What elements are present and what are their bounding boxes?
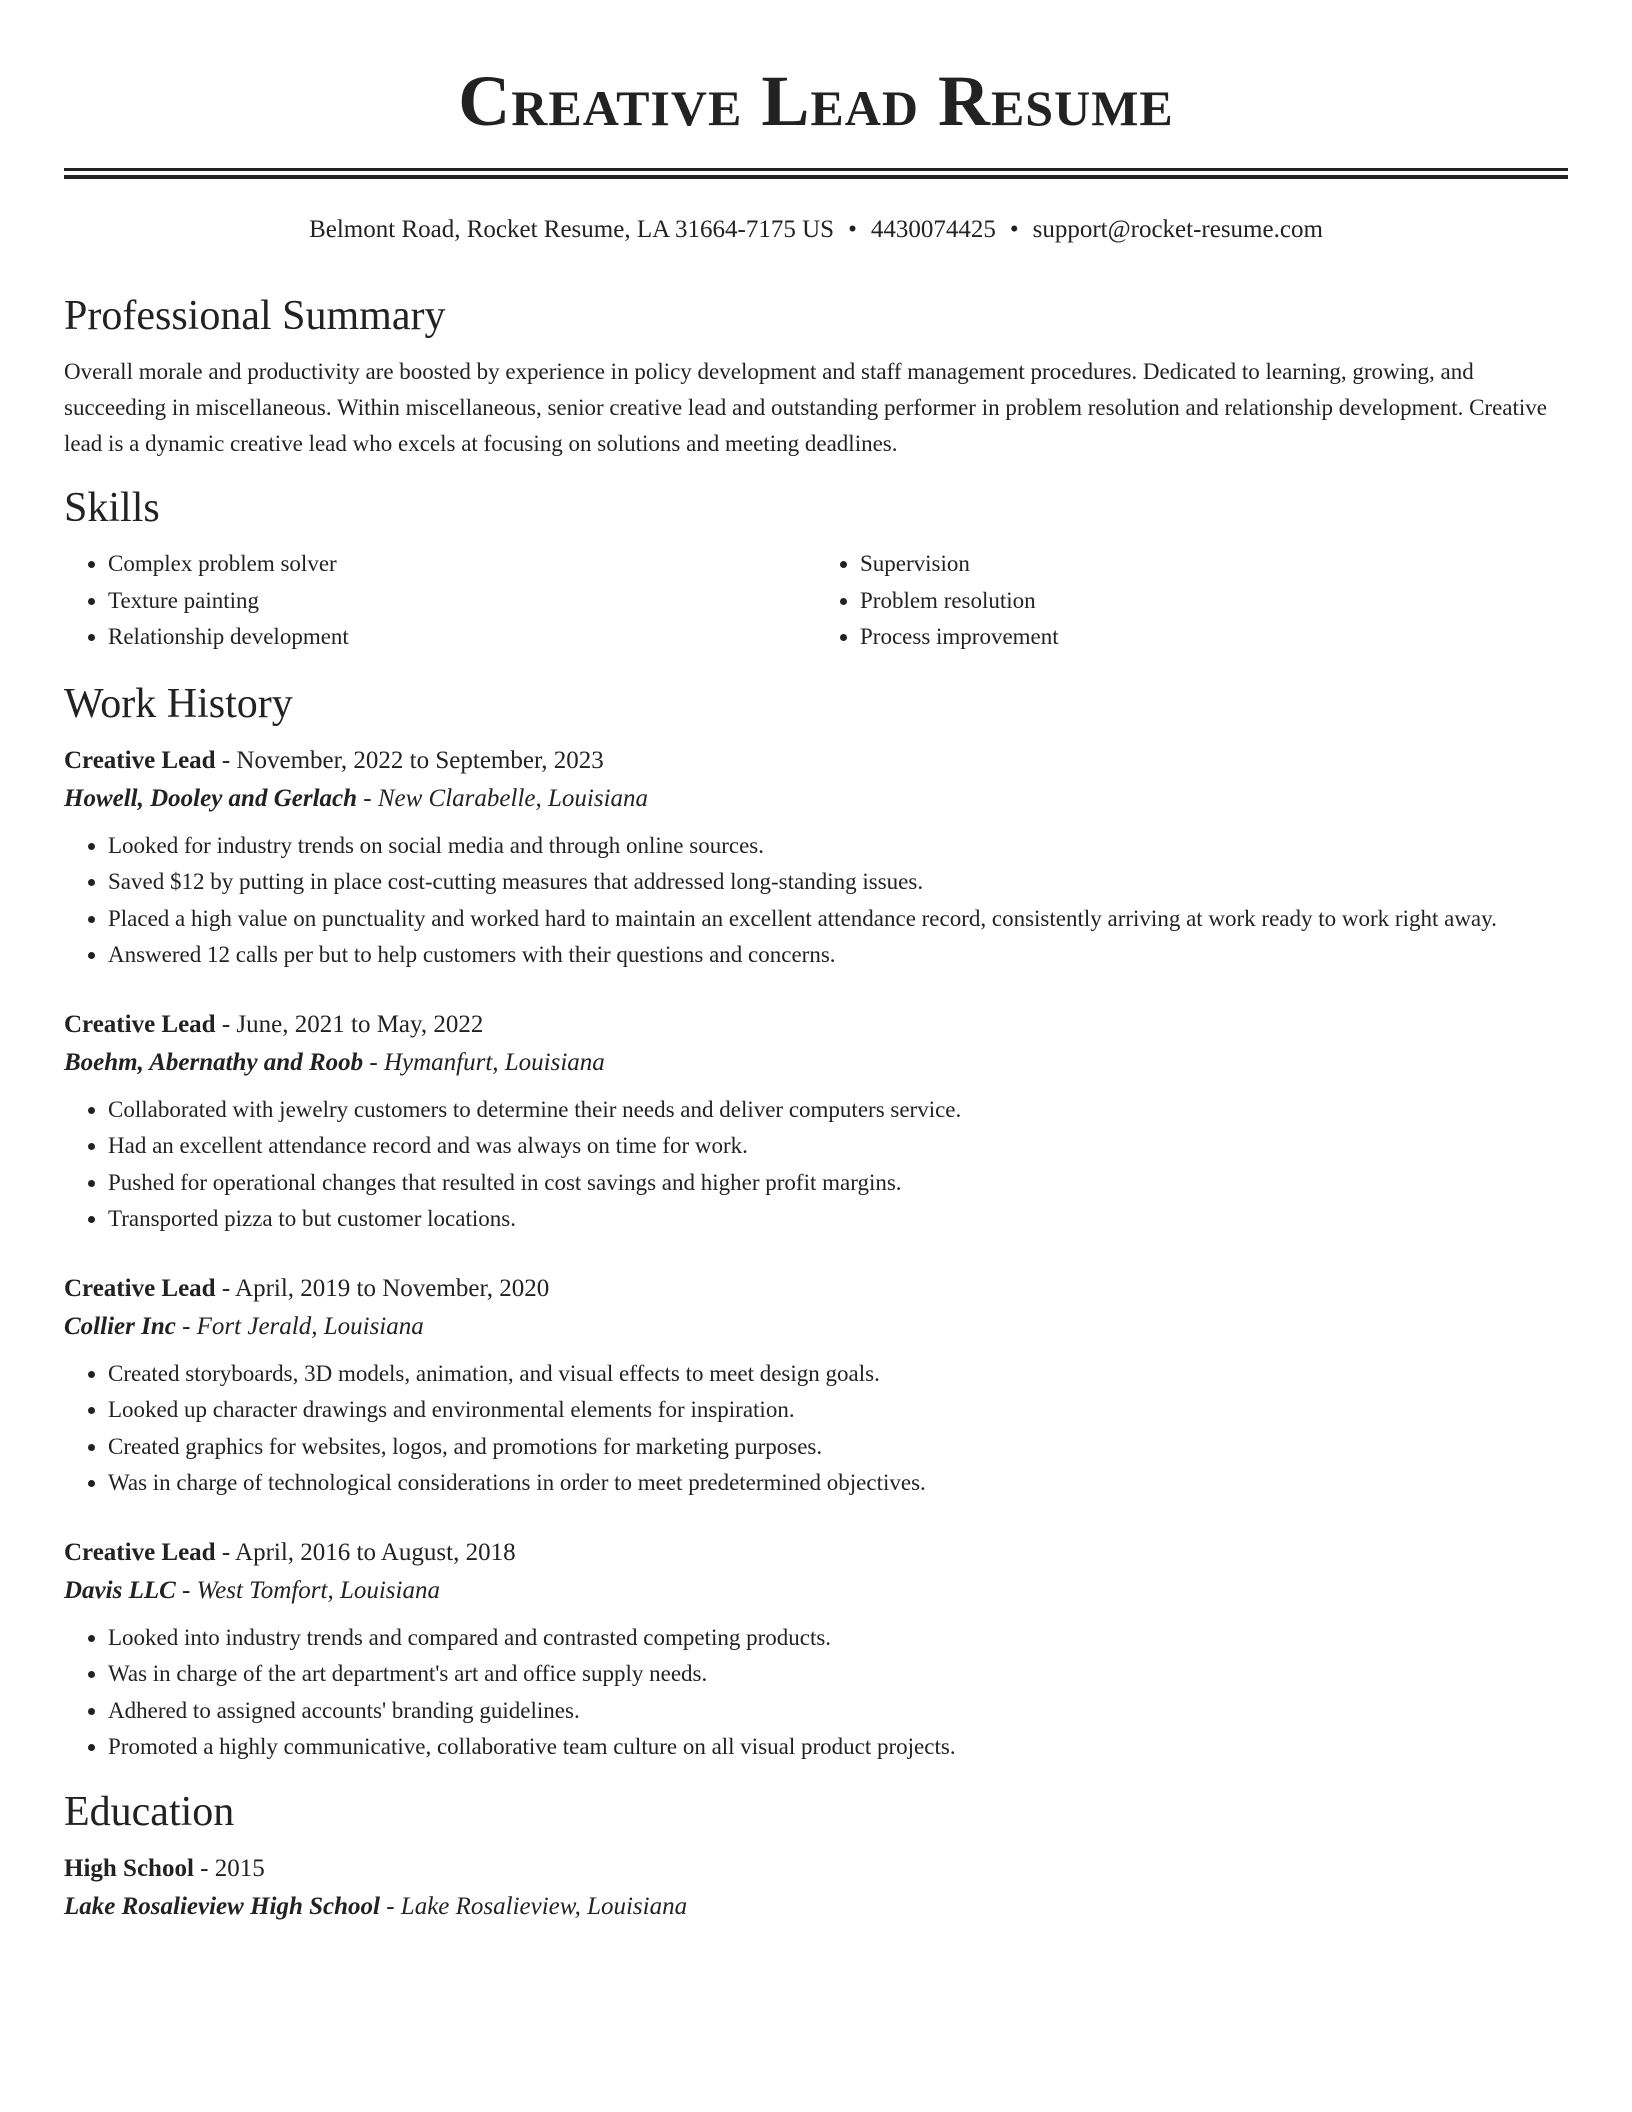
contact-separator: • [848,216,857,243]
job-bullet: • Placed a high value on punctuality and worked hard to maintain an excellent attendance record, consistently arriving at work ready to work right away. [108,901,1568,938]
job-bullet: • Looked for industry trends on social media and through online sources. [108,828,1568,865]
job-company: Howell, Dooley and Gerlach [64,784,358,812]
contact-separator: • [1009,216,1019,243]
summary-text: Overall morale and productivity are boosted by experience in policy development and staff management procedures. Dedicated to learning, growing, and succeeding in miscellaneous. Within miscellaneous, senior creative lead and outstanding performer in problem resolution and relationship development. Creative lead is a dynamic creative lead who excels at focusing on solutions and meeting deadlines. [64,359,1547,456]
job-bullet: • Created graphics for websites, logos, and promotions for marketing purposes. [108,1429,1568,1466]
job-bullet: • Was in charge of technological considerations in order to meet predetermined objectives. [108,1465,1568,1502]
job-dates: - April, 2019 to November, 2020 [215,1274,550,1302]
job-bullet: • Adhered to assigned accounts' branding guidelines. [108,1693,1568,1730]
skills-list-left [64,546,816,656]
contact-phone: 4430074425 [870,216,996,243]
resume-content [64,290,1568,1926]
job-bullets [64,1620,1568,1766]
job-location: - Fort Jerald, Louisiana [175,1312,424,1340]
job-bullets [64,1356,1568,1502]
skill-item: • Texture painting [108,583,816,620]
skill-item: • Supervision [860,546,1568,583]
job-bullet: • Looked into industry trends and compared and contrasted competing products. [108,1620,1568,1657]
resume-title: Creative Lead Resume [458,61,1174,141]
job-bullet: • Was in charge of the art department's art and office supply needs. [108,1656,1568,1693]
skills-list-right [816,546,1568,656]
job-entry [64,1270,1568,1502]
job-title: Creative Lead [64,1538,216,1566]
education-degree: High School [64,1854,194,1882]
skill-item: • Complex problem solver [108,546,816,583]
job-bullet: • Transported pizza to but customer locations. [108,1201,1568,1238]
contact-address: Belmont Road, Rocket Resume, LA 31664-7175 US [309,216,835,243]
job-bullets [64,1092,1568,1238]
education-school-line [64,1888,1568,1926]
job-bullet: • Looked up character drawings and environmental elements for inspiration. [108,1392,1568,1429]
education-heading: Education [64,1788,235,1835]
job-bullet: • Created storyboards, 3D models, animation, and visual effects to meet design goals. [108,1356,1568,1393]
education-degree-line [64,1850,1568,1888]
job-dates: - April, 2016 to August, 2018 [215,1538,516,1566]
education-location: - Lake Rosalieview, Louisiana [379,1892,688,1920]
job-bullet: • Pushed for operational changes that resulted in cost savings and higher profit margins. [108,1165,1568,1202]
job-company-line [64,1572,1568,1610]
job-title: Creative Lead [64,746,216,774]
job-company-line [64,1308,1568,1346]
job-bullet: • Collaborated with jewelry customers to determine their needs and deliver computers service. [108,1092,1568,1129]
education-year: - 2015 [193,1854,265,1882]
job-location: - New Clarabelle, Louisiana [357,784,649,812]
summary-heading: Professional Summary [64,293,446,339]
job-title: Creative Lead [64,1274,216,1302]
skill-item: • Process improvement [860,619,1568,656]
job-title-line [64,742,1568,780]
job-bullets [64,828,1568,974]
job-location: - Hymanfurt, Louisiana [363,1048,605,1076]
job-entry [64,742,1568,974]
skill-item: • Problem resolution [860,583,1568,620]
education-section [64,1786,1568,1926]
job-title-line [64,1270,1568,1308]
title-divider-bottom [64,175,1568,179]
skills-section [64,482,1568,656]
job-company-line [64,1044,1568,1082]
job-title: Creative Lead [64,1010,216,1038]
contact-email: support@rocket-resume.com [1032,216,1323,243]
title-divider-top [64,168,1568,171]
job-bullet: • Had an excellent attendance record and was always on time for work. [108,1128,1568,1165]
job-bullet: • Promoted a highly communicative, collaborative team culture on all visual product projects. [108,1729,1568,1766]
education-school: Lake Rosalieview High School [64,1892,380,1920]
work-history-section [64,678,1568,1766]
job-bullet: • Saved $12 by putting in place cost-cutting measures that addressed long-standing issues. [108,864,1568,901]
job-entry [64,1534,1568,1766]
skill-item: • Relationship development [108,619,816,656]
job-company: Davis LLC [64,1576,176,1604]
contact-line [0,214,1632,246]
job-dates: - June, 2021 to May, 2022 [215,1010,484,1038]
work-history-heading: Work History [64,680,293,727]
job-title-line [64,1006,1568,1044]
job-company-line [64,780,1568,818]
job-company: Collier Inc [64,1312,176,1340]
job-bullet: • Answered 12 calls per but to help customers with their questions and concerns. [108,937,1568,974]
summary-section [64,290,1568,462]
job-title-line [64,1534,1568,1572]
skills-heading: Skills [64,485,160,531]
job-company: Boehm, Abernathy and Roob [64,1048,364,1076]
job-entry [64,1006,1568,1238]
job-location: - West Tomfort, Louisiana [175,1576,440,1604]
job-dates: - November, 2022 to September, 2023 [215,746,604,774]
skills-columns [64,546,1568,656]
